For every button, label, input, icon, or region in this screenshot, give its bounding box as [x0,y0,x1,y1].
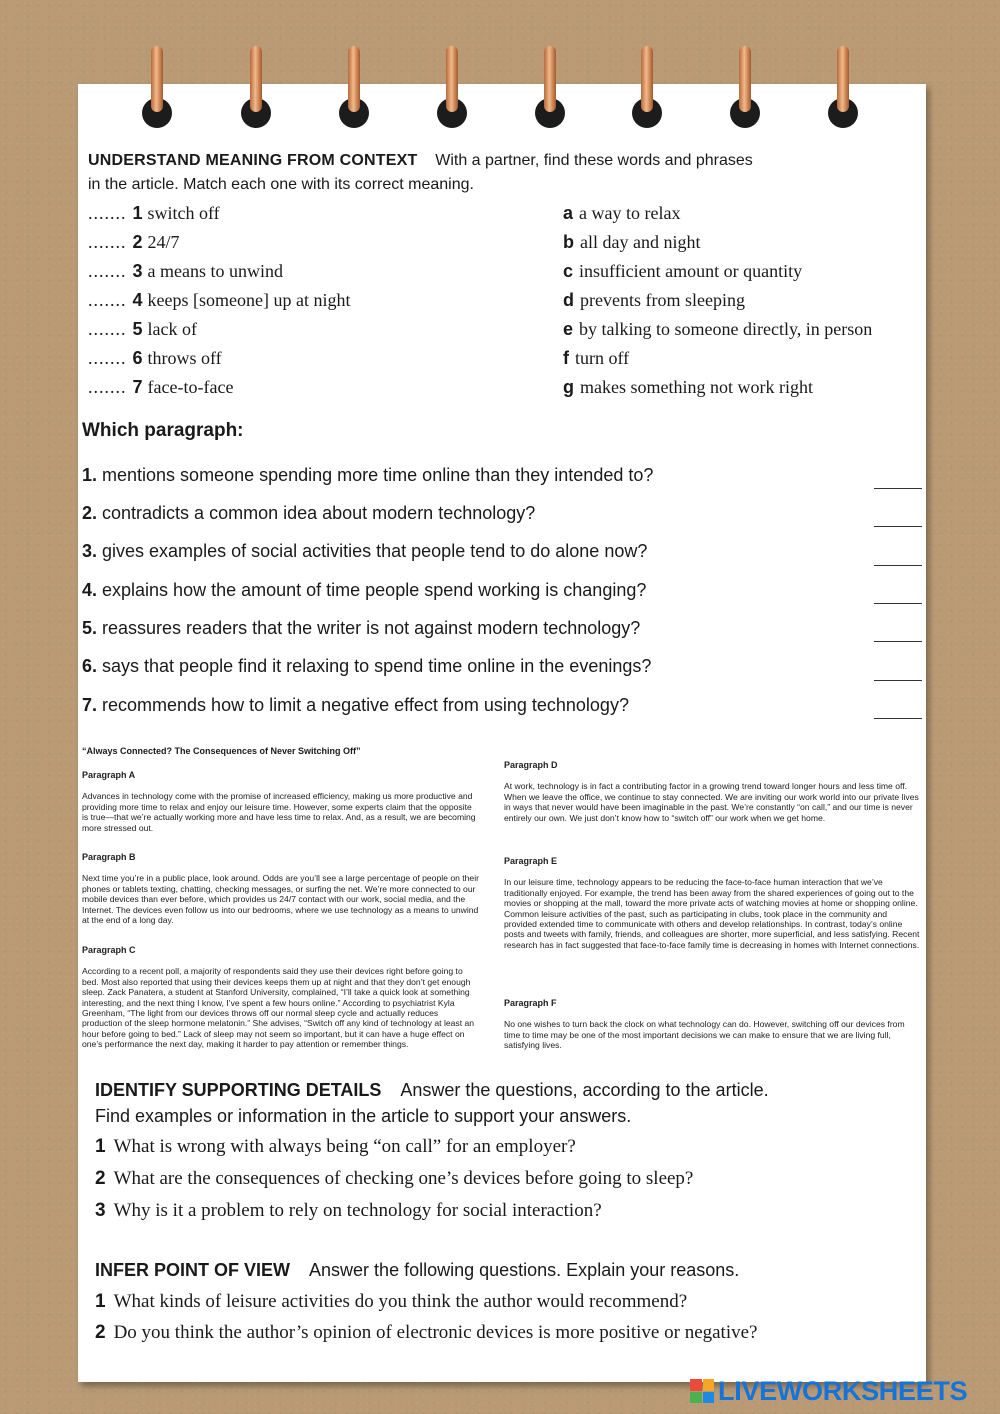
identify-heading-line [95,1077,769,1103]
matching-row: ....... 3 a means to unwind c insufficient amount or quantity [88,261,803,281]
identify-question: 1 What is wrong with always being “on call” for an employer? [95,1136,576,1157]
matching-row: ....... 2 24/7 b all day and night [88,232,701,252]
answer-dots[interactable]: ....... [88,290,127,310]
article-title: “Always Connected? The Consequences of Never Switching Off” [82,746,361,756]
question-row: 6. says that people find it relaxing to spend time online in the evenings? [82,656,926,692]
paragraph-b: Paragraph B Next time you’re in a public place, look around. Odds are you’ll see a large percentage of people on their phones or tablets texting, chatting, checking messages, or surfing the net. We’re more connected to our mobile devices than ever before, which provides us 24/7 contact with our work, social media, and the Internet. The devices even follow us into our bedrooms, where we use technology as a means to unwind at the end of a long day. [82,852,479,926]
question-row: 2. contradicts a common idea about modern technology? [82,503,926,539]
answer-dots[interactable]: ....... [88,377,127,397]
identify-instruction: Answer the questions, according to the article. [400,1080,769,1100]
liveworksheets-logo [690,1374,967,1408]
infer-question: 1 What kinds of leisure activities do you think the author would recommend? [95,1291,688,1312]
answer-dots[interactable]: ....... [88,348,127,368]
binder-ring [535,46,565,136]
answer-dots[interactable]: ....... [88,203,127,223]
answer-dots[interactable]: ....... [88,319,127,339]
understand-instruction: With a partner, find these words and phrases [435,152,753,169]
infer-heading-line [95,1257,739,1283]
binder-ring [437,46,467,136]
answer-blank[interactable] [874,488,922,489]
understand-heading: UNDERSTAND MEANING FROM CONTEXT [88,152,418,169]
meaning: prevents from sleeping [580,290,745,310]
question-row: 1. mentions someone spending more time online than they intended to? [82,465,926,501]
term: lack of [147,319,197,339]
paragraph-c: Paragraph C According to a recent poll, a majority of respondents said they use their devices right before going to bed. Most also reported that using their devices keeps them up at night and that they don’t get enough sleep. Zack Panatera, a student at Stanford University, complained, “I’ll take a quick look at something interesting, and the next thing I know, I’ve spent a few hours online.” According to psychiatrist Kyla Greenham, “The light from our devices throws off our normal sleep cycle and actually reduces production of the sleep hormone melatonin.” She advises, “Switch off any kind of technology at least an hour before going to bed.” Lack of sleep may not seem so important, but it can have a huge effect on one’s performance the next day, making it harder to pay attention or remember things. [82,945,475,1050]
paragraph-a: Paragraph A Advances in technology come with the promise of increased efficiency, making us more productive and providing more time to relax and enjoy our leisure time. However, some experts claim that the opposite is true—that we’re actually working more and have less time to relax. And, as a result, we are becoming more stressed out. [82,770,476,833]
brand-icon [690,1379,714,1403]
meaning: insufficient amount or quantity [579,261,803,281]
binder-ring [828,46,858,136]
infer-heading: INFER POINT OF VIEW [95,1260,291,1280]
answer-blank[interactable] [874,526,922,527]
paragraph-f: Paragraph F No one wishes to turn back the clock on what technology can do. However, switching off our devices from time to time may be one of the most important decisions we can make to ensure that we are living full, satisfying lives. [504,998,905,1051]
matching-row: ....... 4 keeps [someone] up at night d prevents from sleeping [88,290,745,310]
identify-question: 3 Why is it a problem to rely on technology for social interaction? [95,1200,602,1221]
answer-dots[interactable]: ....... [88,232,127,252]
answer-blank[interactable] [874,603,922,604]
binder-ring [142,46,172,136]
infer-instruction: Answer the following questions. Explain your reasons. [309,1260,740,1280]
meaning: makes something not work right [580,377,813,397]
answer-blank[interactable] [874,641,922,642]
meaning: all day and night [580,232,701,252]
term: a means to unwind [147,261,283,281]
identify-question: 2 What are the consequences of checking one’s devices before going to sleep? [95,1168,694,1189]
question-row: 7. recommends how to limit a negative effect from using technology? [82,695,926,731]
meaning: by talking to someone directly, in person [579,319,873,339]
matching-row: ....... 7 face-to-face g makes something not work right [88,377,813,397]
question-row: 3. gives examples of social activities that people tend to do alone now? [82,541,926,577]
meaning: turn off [575,348,630,368]
question-row: 5. reassures readers that the writer is not against modern technology? [82,618,926,654]
term: throws off [147,348,222,368]
binder-ring [730,46,760,136]
brand-name: LIVEWORKSHEETS [718,1375,968,1406]
binder-ring [241,46,271,136]
question-row: 4. explains how the amount of time people spend working is changing? [82,580,926,616]
matching-row: ....... 1 switch off a a way to relax [88,203,681,223]
term: keeps [someone] up at night [147,290,351,310]
identify-heading: IDENTIFY SUPPORTING DETAILS [95,1080,382,1100]
infer-question: 2 Do you think the author’s opinion of electronic devices is more positive or negative? [95,1322,758,1343]
paragraph-e: Paragraph E In our leisure time, technology appears to be reducing the face-to-face human interaction that we’ve traditionally enjoyed. For example, the trend has been away from the shared experiences of going out to the movies or shopping at the mall, toward the more private acts of watching movies at home or shopping online. Common leisure activities of the past, such as participating in clubs, took place in the community and provided extended time to communicate with others and develop relationships. In contrast, today’s online posts and tweets with family, friends, and colleagues are shorter, more superficial, and less satisfying. Recent research has in fact suggested that face-to-face family time is decreasing in homes with Internet connections. [504,856,920,950]
paragraph-d: Paragraph D At work, technology is in fact a contributing factor in a growing trend toward longer hours and less time off. When we leave the office, we continue to stay connected. We are inviting our work world into our private lives in ways that never would have been imaginable in the past. We’re constantly “on call,” and our time is never entirely our own. We just don’t know how to “switch off” our work when we get home. [504,760,919,823]
answer-blank[interactable] [874,718,922,719]
understand-heading-line [88,149,918,173]
answer-blank[interactable] [874,565,922,566]
binder-rings [0,46,1000,136]
term: switch off [147,203,220,223]
identify-instruction-2: Find examples or information in the article to support your answers. [95,1106,632,1126]
understand-instruction-2: in the article. Match each one with its correct meaning. [88,176,474,193]
answer-dots[interactable]: ....... [88,261,127,281]
answer-blank[interactable] [874,680,922,681]
term: 24/7 [147,232,180,252]
matching-row: ....... 5 lack of e by talking to someone directly, in person [88,319,873,339]
binder-ring [632,46,662,136]
binder-ring [339,46,369,136]
meaning: a way to relax [579,203,681,223]
matching-row: ....... 6 throws off f turn off [88,348,630,368]
term: face-to-face [147,377,234,397]
which-paragraph-title: Which paragraph: [82,420,244,441]
